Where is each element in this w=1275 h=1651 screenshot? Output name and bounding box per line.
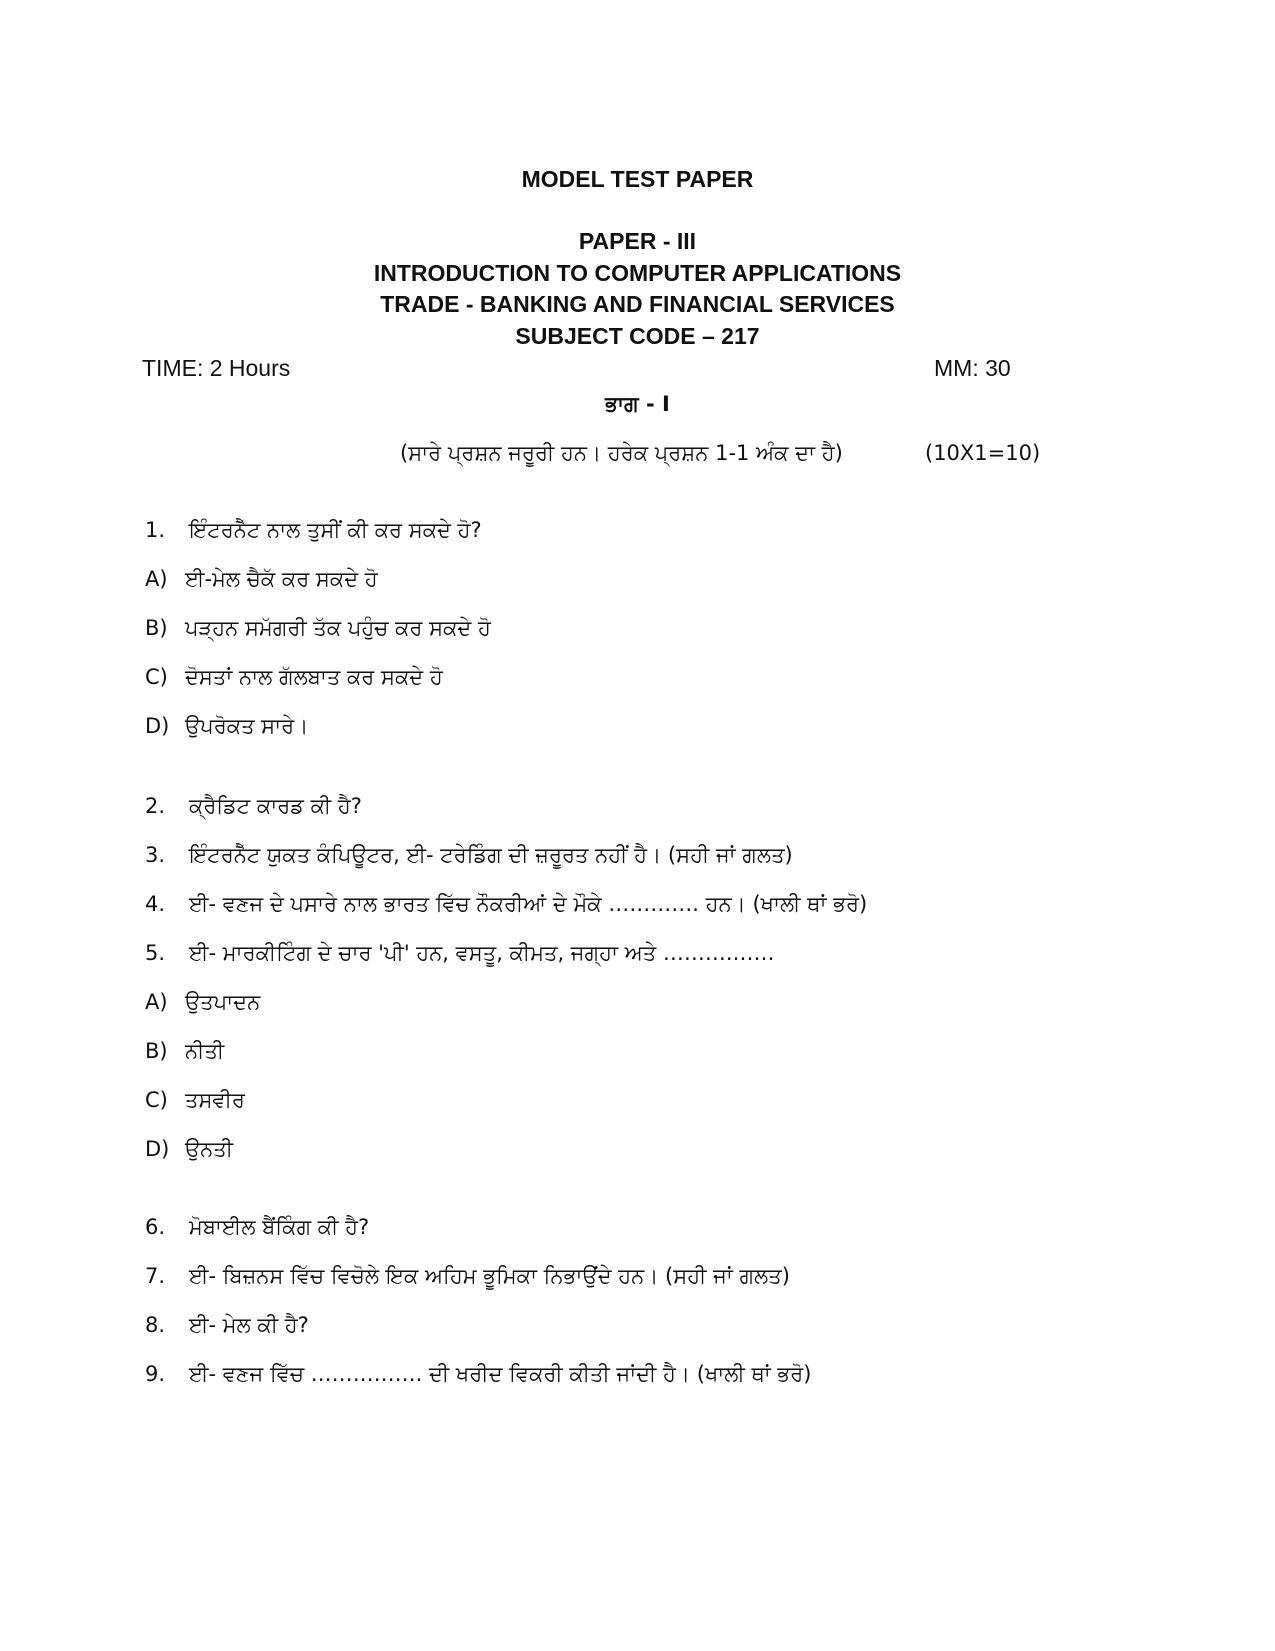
time-allowed: TIME: 2 Hours [142, 355, 291, 381]
question-item [145, 941, 775, 966]
option-label: B) [145, 616, 168, 640]
option-text: ਉਪਰੋਕਤ ਸਾਰੇ। [185, 714, 309, 738]
option-text: ਉਨਤੀ [185, 1137, 234, 1161]
option-text: ਨੀਤੀ [185, 1039, 225, 1063]
question-item [145, 794, 362, 819]
option-item [145, 990, 260, 1015]
option-item [145, 616, 491, 641]
option-label: D) [145, 714, 170, 738]
question-item [145, 1264, 790, 1289]
question-number: 6. [145, 1215, 166, 1239]
question-item [145, 518, 482, 543]
paper-number: PAPER - III [578, 228, 697, 254]
question-item [145, 1362, 812, 1387]
question-text: ਮੋਬਾਈਲ ਬੈਂਕਿੰਗ ਕੀ ਹੈ? [189, 1215, 370, 1239]
option-label: D) [145, 1137, 170, 1161]
max-marks: MM: 30 [934, 355, 1011, 381]
question-item [145, 843, 793, 868]
option-label: A) [145, 990, 168, 1014]
question-text: ਈ- ਵਣਜ ਦੇ ਪਸਾਰੇ ਨਾਲ ਭਾਰਤ ਵਿੱਚ ਨੌਕਰੀਆਂ ਦੇ ਮੌਕੇ …………. ਹਨ। (ਖਾਲੀ ਥਾਂ ਭਰੋ) [189, 892, 868, 916]
question-number: 9. [145, 1362, 166, 1386]
question-item [145, 1215, 369, 1240]
question-number: 7. [145, 1264, 166, 1288]
paper-title: MODEL TEST PAPER [521, 166, 754, 192]
option-item [145, 1088, 245, 1113]
option-item [145, 665, 443, 690]
option-item [145, 714, 308, 739]
option-label: A) [145, 567, 168, 591]
subject-code: SUBJECT CODE – 217 [515, 323, 760, 349]
option-item [145, 1039, 224, 1064]
option-text: ਦੋਸਤਾਂ ਨਾਲ ਗੱਲਬਾਤ ਕਰ ਸਕਦੇ ਹੋ [185, 665, 443, 689]
question-number: 8. [145, 1313, 166, 1337]
option-item [145, 1137, 233, 1162]
question-text: ਈ- ਬਿਜ਼ਨਸ ਵਿੱਚ ਵਿਚੋਲੇ ਇਕ ਅਹਿਮ ਭੂਮਿਕਾ ਨਿਭਾਉਂਦੇ ਹਨ। (ਸਹੀ ਜਾਂ ਗਲਤ) [189, 1264, 790, 1288]
section-instruction: (ਸਾਰੇ ਪ੍ਰਸ਼ਨ ਜਰੂਰੀ ਹਨ। ਹਰੇਕ ਪ੍ਰਸ਼ਨ 1-1 ਅੰਕ ਦਾ ਹੈ) [400, 441, 843, 465]
option-text: ਈ-ਮੇਲ ਚੈਕੱ ਕਰ ਸਕਦੇ ਹੋ [185, 567, 378, 591]
section-title: ਭਾਗ - I [605, 392, 670, 416]
question-number: 4. [145, 892, 166, 916]
question-text: ਈ- ਵਣਜ ਵਿੱਚ ……………. ਦੀ ਖਰੀਦ ਵਿਕਰੀ ਕੀਤੀ ਜਾਂਦੀ ਹੈ। (ਖਾਲੀ ਥਾਂ ਭਰੋ) [189, 1362, 812, 1386]
question-text: ਕ੍ਰੈਡਿਟ ਕਾਰਡ ਕੀ ਹੈ? [189, 794, 362, 818]
subject-name: INTRODUCTION TO COMPUTER APPLICATIONS [373, 260, 902, 286]
trade-name: TRADE - BANKING AND FINANCIAL SERVICES [380, 291, 895, 317]
option-text: ਉਤਪਾਦਨ [185, 990, 261, 1014]
question-number: 5. [145, 941, 166, 965]
question-number: 3. [145, 843, 166, 867]
section-marks: (10X1=10) [925, 441, 1041, 465]
option-text: ਤਸਵੀਰ [185, 1088, 245, 1112]
question-text: ਇੰਟਰਨੈੱਟ ਨਾਲ ਤੁਸੀਂ ਕੀ ਕਰ ਸਕਦੇ ਹੋ? [189, 518, 482, 542]
question-text: ਈ- ਮਾਰਕੀਟਿੰਗ ਦੇ ਚਾਰ 'ਪੀ' ਹਨ, ਵਸਤੂ, ਕੀਮਤ, ਜਗ੍ਹਾ ਅਤੇ ……….…… [189, 941, 775, 965]
question-item [145, 892, 867, 917]
question-item [145, 1313, 309, 1338]
option-label: C) [145, 665, 168, 689]
question-text: ਇੰਟਰਨੈੱਟ ਯੁਕਤ ਕੰਪਿਊਟਰ, ਈ- ਟਰੇਡਿੰਗ ਦੀ ਜ਼ਰੂਰਤ ਨਹੀਂ ਹੈ। (ਸਹੀ ਜਾਂ ਗਲਤ) [189, 843, 793, 867]
option-text: ਪੜ੍ਹਨ ਸਮੱਗਰੀ ਤੱਕ ਪਹੁੰਚ ਕਰ ਸਕਦੇ ਹੋ [185, 616, 491, 640]
option-label: C) [145, 1088, 168, 1112]
option-item [145, 567, 378, 592]
question-text: ਈ- ਮੇਲ ਕੀ ਹੈ? [189, 1313, 309, 1337]
question-number: 2. [145, 794, 166, 818]
question-number: 1. [145, 518, 166, 542]
option-label: B) [145, 1039, 168, 1063]
